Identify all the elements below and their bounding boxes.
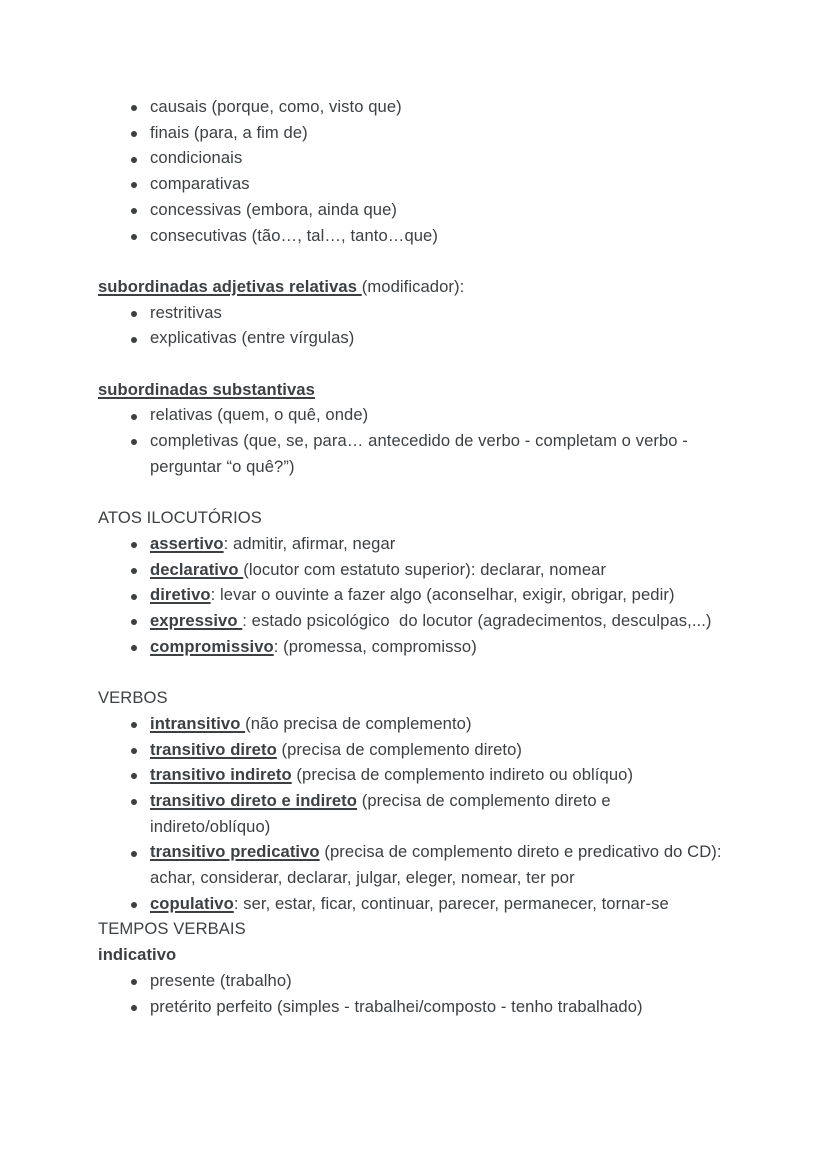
list-item	[98, 120, 728, 146]
adjetivas-relativas-list	[98, 300, 728, 351]
list-item	[98, 197, 728, 223]
list-item-text: finais (para, a fim de)	[150, 122, 308, 142]
list-item-term: copulativo	[150, 893, 234, 913]
heading-text: (modificador):	[361, 276, 465, 296]
list-item-text: : levar o ouvinte a fazer algo (aconselhar, exigir, obrigar, pedir)	[210, 585, 675, 605]
list-item-text: (precisa de complemento direto e predicativo do CD): achar, considerar, declarar, julgar, eleger, nomear, ter por	[150, 842, 727, 888]
heading-text: VERBOS	[98, 688, 168, 708]
atos-ilocutorios-list	[98, 531, 728, 660]
list-item-text: completivas (que, se, para… antecedido de verbo - completam o verbo - perguntar “o quê?”)	[150, 431, 693, 476]
list-item	[98, 711, 728, 737]
list-item	[98, 94, 728, 120]
list-item-text: explicativas (entre vírgulas)	[150, 328, 355, 348]
list-item-term: transitivo indireto	[150, 765, 292, 785]
list-item-text: consecutivas (tão…, tal…, tanto…que)	[150, 225, 438, 245]
list-item-text: (precisa de complemento direto e indireto/oblíquo)	[150, 790, 616, 836]
list-item	[98, 325, 728, 351]
list-item-term: expressivo	[150, 611, 243, 631]
list-item-term: declarativo	[150, 559, 244, 579]
list-item	[98, 762, 728, 788]
list-item-term: transitivo direto e indireto	[150, 790, 358, 810]
list-item-text: presente (trabalho)	[150, 970, 292, 990]
list-item	[98, 557, 728, 583]
list-item	[98, 145, 728, 171]
list-item-text: : ser, estar, ficar, continuar, parecer, permanecer, tornar-se	[233, 893, 669, 913]
verbos-list	[98, 711, 728, 917]
list-item	[98, 737, 728, 763]
list-item-term: intransitivo	[150, 713, 246, 733]
list-item	[98, 968, 728, 994]
conjunctions-adverbial-list	[98, 94, 728, 248]
list-item-text: comparativas	[150, 174, 250, 194]
heading-text: ATOS ILOCUTÓRIOS	[98, 508, 262, 528]
indicativo-tenses-list	[98, 968, 728, 1019]
heading-subordinadas-adjetivas-relativas	[98, 274, 728, 300]
list-item	[98, 788, 728, 839]
list-item-text: causais (porque, como, visto que)	[150, 97, 402, 116]
list-item-term: assertivo	[150, 533, 224, 553]
list-item-term: transitivo direto	[150, 739, 277, 759]
heading-text: TEMPOS VERBAIS	[98, 919, 246, 939]
list-item-text: concessivas (embora, ainda que)	[150, 199, 397, 219]
heading-text: indicativo	[98, 945, 177, 965]
list-item-text: (locutor com estatuto superior): declarar, nomear	[243, 559, 607, 579]
list-item	[98, 300, 728, 326]
list-item-text: relativas (quem, o quê, onde)	[150, 405, 369, 425]
list-item	[98, 891, 728, 917]
heading-subordinadas-substantivas	[98, 377, 728, 403]
heading-atos-ilocutorios	[98, 505, 728, 531]
heading-term: subordinadas adjetivas relativas	[98, 276, 362, 296]
list-item-term: diretivo	[150, 585, 211, 605]
list-item	[98, 402, 728, 428]
list-item-text: (não precisa de complemento)	[245, 713, 472, 733]
paragraph-spacer	[98, 480, 728, 506]
paragraph-spacer	[98, 351, 728, 377]
heading-verbos	[98, 685, 728, 711]
heading-indicativo	[98, 942, 728, 968]
list-item	[98, 839, 728, 890]
list-item-text: : estado psicológico do locutor (agradecimentos, desculpas,...)	[242, 611, 712, 631]
list-item	[98, 634, 728, 660]
list-item	[98, 608, 728, 634]
heading-tempos-verbais	[98, 916, 728, 942]
list-item	[98, 223, 728, 249]
list-item	[98, 994, 728, 1020]
list-item-text: restritivas	[150, 302, 222, 322]
list-item-term: compromissivo	[150, 636, 274, 656]
list-item-text: (precisa de complemento direto)	[276, 739, 523, 759]
list-item	[98, 582, 728, 608]
paragraph-spacer	[98, 659, 728, 685]
paragraph-spacer	[98, 248, 728, 274]
list-item-term: transitivo predicativo	[150, 842, 320, 862]
substantivas-list	[98, 402, 728, 479]
list-item	[98, 428, 728, 479]
list-item-text: pretérito perfeito (simples - trabalhei/composto - tenho trabalhado)	[150, 996, 643, 1016]
document-body	[98, 94, 728, 1019]
list-item-text: condicionais	[150, 148, 243, 168]
list-item	[98, 171, 728, 197]
heading-term: subordinadas substantivas	[98, 379, 315, 399]
list-item-text: (precisa de complemento indireto ou oblíquo)	[291, 765, 634, 785]
list-item	[98, 531, 728, 557]
list-item-text: : (promessa, compromisso)	[273, 636, 477, 656]
list-item-text: : admitir, afirmar, negar	[223, 533, 396, 553]
